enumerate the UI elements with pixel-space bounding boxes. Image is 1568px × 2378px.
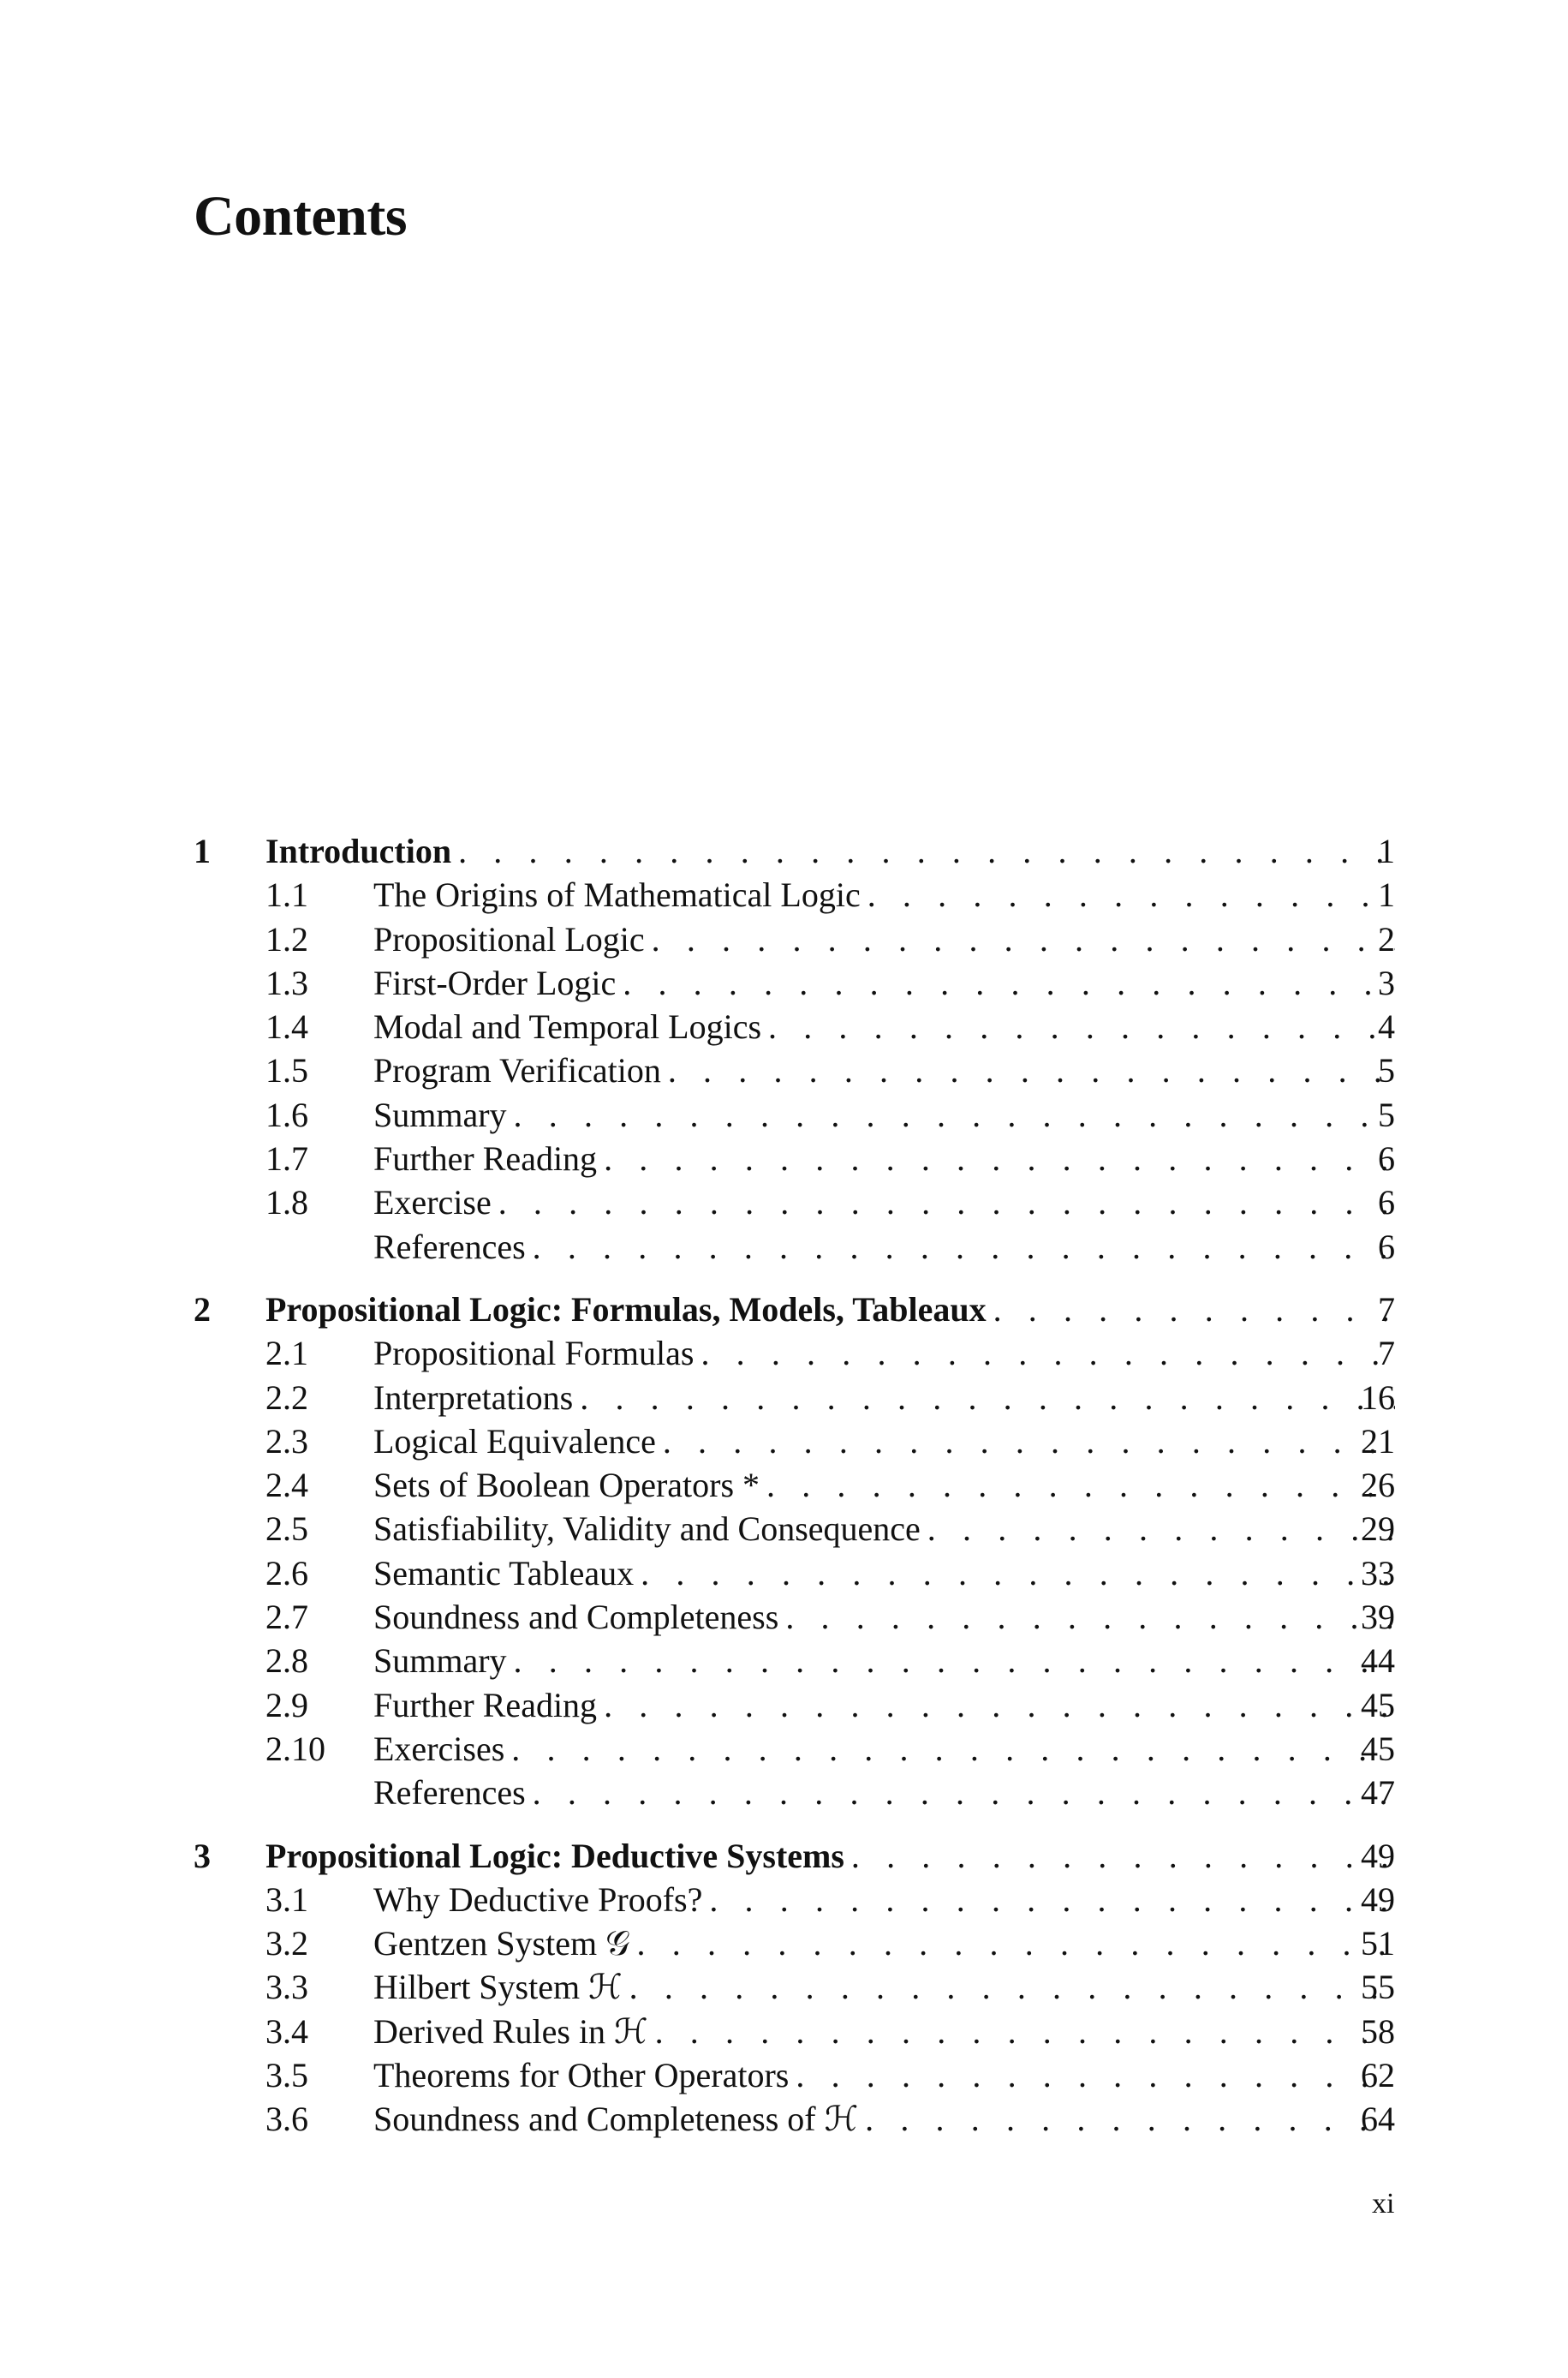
- entry-title-with-leader: [373, 2053, 1395, 2097]
- chapter-title: Propositional Logic: Deductive Systems . . .: [265, 1837, 851, 1875]
- entry-title-with-leader: [373, 961, 1395, 1005]
- section-title: Further Reading . . .: [373, 1686, 604, 1724]
- toc-section-entry[interactable]: [0, 1507, 1568, 1550]
- entry-title-with-leader: [373, 873, 1395, 917]
- page-number: xi: [1372, 2188, 1395, 2220]
- section-number: 1.4: [265, 1007, 308, 1047]
- toc-section-entry[interactable]: [0, 1180, 1568, 1224]
- toc-section-entry[interactable]: [0, 1331, 1568, 1375]
- page-title: Contents: [194, 185, 408, 248]
- section-number: 1.3: [265, 963, 308, 1002]
- toc-section-entry[interactable]: [0, 1639, 1568, 1682]
- section-number: 2.2: [265, 1377, 308, 1417]
- section-title: Soundness and Completeness . . .: [373, 1598, 785, 1636]
- toc-section-entry[interactable]: [0, 1093, 1568, 1137]
- section-title: Semantic Tableaux . . .: [373, 1554, 641, 1592]
- toc-section-entry[interactable]: [0, 1727, 1568, 1771]
- toc-section-entry[interactable]: [0, 1463, 1568, 1507]
- entry-title-with-leader: [373, 2010, 1395, 2053]
- toc-section-entry[interactable]: [0, 2053, 1568, 2097]
- entry-title-with-leader: [373, 1965, 1395, 2009]
- section-title: Exercise . . .: [373, 1183, 498, 1222]
- toc-section-entry[interactable]: [0, 2010, 1568, 2053]
- section-title: Hilbert System ℋ . . .: [373, 1968, 629, 2006]
- entry-title-with-leader: [373, 1331, 1395, 1375]
- chapter-number: 3: [194, 1836, 211, 1875]
- entry-title-with-leader: [373, 1419, 1395, 1463]
- section-title: Further Reading . . .: [373, 1139, 604, 1178]
- chapter-number: 2: [194, 1289, 211, 1329]
- section-title: Satisfiability, Validity and Consequence . . .: [373, 1509, 927, 1548]
- toc-section-entry[interactable]: [0, 917, 1568, 961]
- section-title: Program Verification . . .: [373, 1051, 668, 1090]
- entry-title-with-leader: [373, 1921, 1395, 1965]
- toc-section-entry[interactable]: [0, 1225, 1568, 1269]
- section-title: References . . .: [373, 1773, 533, 1812]
- chapter-title: Introduction . . .: [265, 832, 458, 870]
- chapter-title: Propositional Logic: Formulas, Models, Tableaux . . .: [265, 1290, 993, 1329]
- toc-chapter-entry[interactable]: [0, 1288, 1568, 1331]
- entry-title-with-leader: [373, 1093, 1395, 1137]
- section-number: 1.6: [265, 1095, 308, 1134]
- entry-title-with-leader: [373, 1463, 1395, 1507]
- entry-title-with-leader: [373, 917, 1395, 961]
- table-of-contents: [0, 829, 1568, 2160]
- entry-title-with-leader: [373, 1376, 1395, 1419]
- section-title: Soundness and Completeness of ℋ . . .: [373, 2100, 865, 2138]
- toc-section-entry[interactable]: [0, 961, 1568, 1005]
- entry-title-with-leader: [373, 1180, 1395, 1224]
- toc-section-entry[interactable]: [0, 1965, 1568, 2009]
- entry-title-with-leader: [373, 1005, 1395, 1049]
- section-number: 3.3: [265, 1968, 308, 2007]
- chapter-block: [0, 829, 1568, 1269]
- toc-section-entry[interactable]: [0, 1419, 1568, 1463]
- section-title: Theorems for Other Operators . . .: [373, 2056, 796, 2094]
- section-number: 2.4: [265, 1466, 308, 1505]
- toc-section-entry[interactable]: [0, 1771, 1568, 1814]
- toc-section-entry[interactable]: [0, 1376, 1568, 1419]
- toc-chapter-entry[interactable]: [0, 1834, 1568, 1878]
- section-number: 2.6: [265, 1553, 308, 1592]
- section-number: 3.5: [265, 2056, 308, 2095]
- section-title: Logical Equivalence . . .: [373, 1422, 663, 1461]
- entry-title-with-leader: [265, 1288, 1395, 1331]
- section-title: References . . .: [373, 1228, 533, 1266]
- section-title: Modal and Temporal Logics . . .: [373, 1007, 768, 1046]
- section-title: First-Order Logic . . .: [373, 964, 623, 1002]
- toc-section-entry[interactable]: [0, 1878, 1568, 1921]
- entry-title-with-leader: [373, 1137, 1395, 1180]
- entry-title-with-leader: [373, 1878, 1395, 1921]
- section-number: 3.4: [265, 2011, 308, 2051]
- section-title: Derived Rules in ℋ . . .: [373, 2012, 655, 2051]
- entry-title-with-leader: [373, 1551, 1395, 1595]
- section-title: Gentzen System 𝒢 . . .: [373, 1924, 637, 1963]
- section-title: The Origins of Mathematical Logic . . .: [373, 875, 867, 914]
- section-number: 2.9: [265, 1685, 308, 1724]
- section-number: 2.8: [265, 1641, 308, 1681]
- section-number: 3.2: [265, 1924, 308, 1963]
- toc-section-entry[interactable]: [0, 1595, 1568, 1639]
- entry-title-with-leader: [373, 1639, 1395, 1682]
- chapter-number: 1: [194, 832, 211, 870]
- section-title: Why Deductive Proofs? . . .: [373, 1880, 709, 1919]
- section-number: 1.2: [265, 919, 308, 959]
- entry-title-with-leader: [373, 1683, 1395, 1727]
- section-number: 1.8: [265, 1183, 308, 1222]
- entry-title-with-leader: [265, 829, 1395, 873]
- entry-title-with-leader: [373, 1595, 1395, 1639]
- chapter-block: [0, 1834, 1568, 2142]
- entry-title-with-leader: [265, 1834, 1395, 1878]
- section-title: Interpretations . . .: [373, 1378, 580, 1417]
- section-number: 3.6: [265, 2100, 308, 2139]
- section-number: 2.7: [265, 1598, 308, 1637]
- entry-title-with-leader: [373, 1727, 1395, 1771]
- section-number: 3.1: [265, 1879, 308, 1919]
- entry-title-with-leader: [373, 1225, 1395, 1269]
- section-number: 2.10: [265, 1729, 325, 1768]
- toc-section-entry[interactable]: [0, 2097, 1568, 2141]
- section-number: 1.5: [265, 1051, 308, 1090]
- section-number: 2.5: [265, 1509, 308, 1549]
- toc-section-entry[interactable]: [0, 1921, 1568, 1965]
- toc-section-entry[interactable]: [0, 1137, 1568, 1180]
- entry-title-with-leader: [373, 2097, 1395, 2141]
- entry-title-with-leader: [373, 1507, 1395, 1550]
- section-title: Summary . . .: [373, 1096, 514, 1134]
- section-title: Exercises . . .: [373, 1730, 511, 1768]
- toc-section-entry[interactable]: [0, 873, 1568, 917]
- section-number: 1.7: [265, 1139, 308, 1179]
- toc-section-entry[interactable]: [0, 1049, 1568, 1092]
- section-number: 1.1: [265, 875, 308, 915]
- toc-section-entry[interactable]: [0, 1551, 1568, 1595]
- toc-section-entry[interactable]: [0, 1683, 1568, 1727]
- chapter-block: [0, 1288, 1568, 1815]
- toc-chapter-entry[interactable]: [0, 829, 1568, 873]
- section-number: 2.3: [265, 1421, 308, 1461]
- section-title: Summary . . .: [373, 1641, 514, 1680]
- section-title: Propositional Logic . . .: [373, 920, 652, 959]
- toc-section-entry[interactable]: [0, 1005, 1568, 1049]
- entry-title-with-leader: [373, 1771, 1395, 1814]
- section-number: 2.1: [265, 1334, 308, 1373]
- section-title: Sets of Boolean Operators * . . .: [373, 1466, 766, 1504]
- entry-title-with-leader: [373, 1049, 1395, 1092]
- section-title: Propositional Formulas . . .: [373, 1334, 701, 1372]
